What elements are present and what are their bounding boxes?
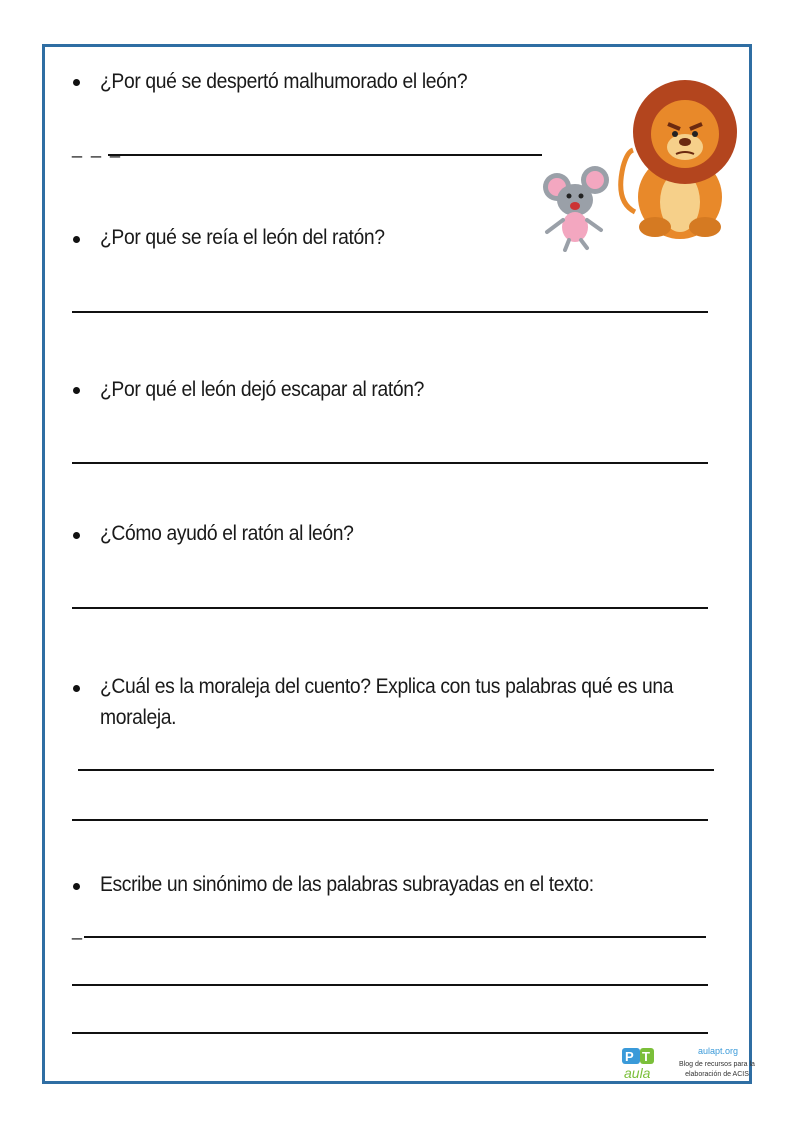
answer-line-2[interactable] xyxy=(72,311,708,313)
lion-mouse-illustration xyxy=(535,72,750,252)
bullet xyxy=(73,685,80,692)
question-2: ¿Por qué se reía el león del ratón? xyxy=(100,226,385,249)
mouse-body xyxy=(562,212,588,242)
bullet xyxy=(73,236,80,243)
bullet xyxy=(73,532,80,539)
answer-line-6a[interactable] xyxy=(84,936,706,938)
answer-line-3[interactable] xyxy=(72,462,708,464)
question-4: ¿Cómo ayudó el ratón al león? xyxy=(100,522,354,545)
question-1: ¿Por qué se despertó malhumorado el león? xyxy=(100,70,468,93)
question-5-line-1: ¿Cuál es la moraleja del cuento? Explica con tus palabras qué es una xyxy=(100,675,674,698)
lion-tail xyxy=(621,150,635,212)
logo-tagline-2: elaboración de ACIS xyxy=(685,1071,749,1078)
answer-dash-prefix: _ _ _ xyxy=(72,138,123,158)
svg-text:P: P xyxy=(625,1049,634,1064)
question-6: Escribe un sinónimo de las palabras subrayadas en el texto: xyxy=(100,873,594,896)
answer-line-6b[interactable] xyxy=(72,984,708,986)
answer-line-5b[interactable] xyxy=(72,819,708,821)
bullet xyxy=(73,387,80,394)
logo-mark-icon xyxy=(620,1044,680,1084)
svg-text:aula: aula xyxy=(624,1065,651,1081)
answer-line-1[interactable] xyxy=(108,154,542,156)
answer-line-5a[interactable] xyxy=(78,769,714,771)
aulapt-logo xyxy=(620,1044,754,1084)
svg-text:T: T xyxy=(642,1049,650,1064)
bullet xyxy=(73,79,80,86)
answer-line-6c[interactable] xyxy=(72,1032,708,1034)
bullet xyxy=(73,883,80,890)
question-5-line-2: moraleja. xyxy=(100,706,177,729)
mouse-head xyxy=(557,184,593,216)
question-3: ¿Por qué el león dejó escapar al ratón? xyxy=(100,378,424,401)
logo-url: aulapt.org xyxy=(697,1046,739,1056)
answer-dash-prefix: _ xyxy=(72,920,85,940)
logo-tagline-1: Blog de recursos para la xyxy=(679,1061,755,1068)
answer-line-4[interactable] xyxy=(72,607,708,609)
